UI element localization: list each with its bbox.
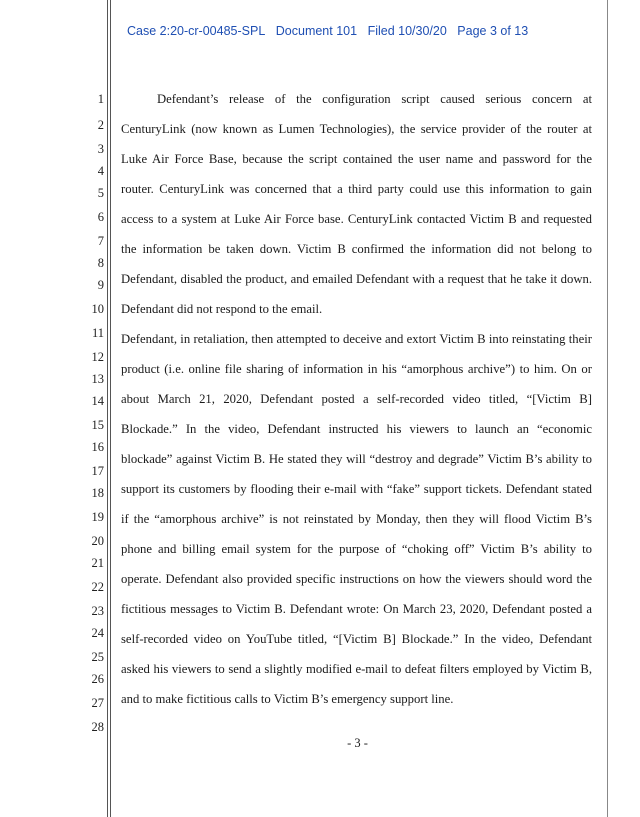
line-number: 1 <box>97 92 104 106</box>
line-number: 11 <box>91 326 104 340</box>
line-number: 16 <box>91 440 104 454</box>
line-number: 2 <box>97 118 104 132</box>
line-number: 6 <box>97 210 104 224</box>
ecf-header <box>127 24 535 38</box>
line-number: 22 <box>91 580 104 594</box>
line-number: 15 <box>91 418 104 432</box>
case-number: Case 2:20-cr-00485-SPL <box>127 24 266 38</box>
line-number: 13 <box>91 372 104 386</box>
line-number: 27 <box>91 696 104 710</box>
line-number: 19 <box>91 510 104 524</box>
line-number: 8 <box>97 256 104 270</box>
document-number: Document 101 <box>275 24 358 38</box>
paragraph: Defendant’s release of the configuration script caused serious concern at CenturyLink (now known as Lumen Technologies), the service provider of the router at Luke Air Force Base, because the script contained the user name and password for the router. CenturyLink was concerned that a third party could use this information to gain access to a system at Luke Air Force base. CenturyLink contacted Victim B and requested the information be taken down. Victim B confirmed the information did not belong to Defendant, disabled the product, and emailed Defendant with a request that he take it down. Defendant did not respond to the email. <box>121 92 592 316</box>
line-number: 23 <box>91 604 104 618</box>
body-text <box>121 84 592 714</box>
line-number: 24 <box>91 626 104 640</box>
line-number: 20 <box>91 534 104 548</box>
filed-date: Filed 10/30/20 <box>367 24 447 38</box>
paragraph: Defendant, in retaliation, then attempted to deceive and extort Victim B into reinstating their product (i.e. online file sharing of information in his “amorphous archive”) to him. On or about March 21, 2020, Defendant posted a self-recorded video titled, “[Victim B] Blockade.” In the video, Defendant instructed his viewers to launch an “economic blockade” against Victim B. He stated they will “destroy and degrade” Victim B’s ability to support its customers by flooding their e-mail with “fake” support tickets. Defendant stated if the “amorphous archive” is not reinstated by Monday, then they will flood Victim B’s phone and billing email system for the purpose of “choking off” Victim B’s ability to operate. Defendant also provided specific instructions on how the viewers should word the fictitious messages to Victim B. Defendant wrote: On March 23, 2020, Defendant posted a self-recorded video on YouTube titled, “[Victim B] Blockade.” In the video, Defendant asked his viewers to send a slightly modified e-mail to defeat filters employed by Victim B, and to make fictitious calls to Victim B’s emergency support line. <box>121 332 592 706</box>
line-number: 9 <box>97 278 104 292</box>
left-margin-rule-inner <box>110 0 111 817</box>
line-number: 12 <box>91 350 104 364</box>
line-number: 3 <box>97 142 104 156</box>
line-number: 17 <box>91 464 104 478</box>
line-number: 26 <box>91 672 104 686</box>
line-number: 14 <box>91 394 104 408</box>
right-margin-rule <box>607 0 608 817</box>
page-count: Page 3 of 13 <box>457 24 529 38</box>
line-number: 7 <box>97 234 104 248</box>
line-number: 4 <box>97 164 104 178</box>
left-margin-rule <box>107 0 108 817</box>
line-number: 5 <box>97 186 104 200</box>
line-number: 10 <box>91 302 104 316</box>
line-number: 28 <box>91 720 104 734</box>
line-number: 18 <box>91 486 104 500</box>
page-footer: - 3 - <box>347 736 368 750</box>
line-number: 25 <box>91 650 104 664</box>
line-number: 21 <box>91 556 104 570</box>
